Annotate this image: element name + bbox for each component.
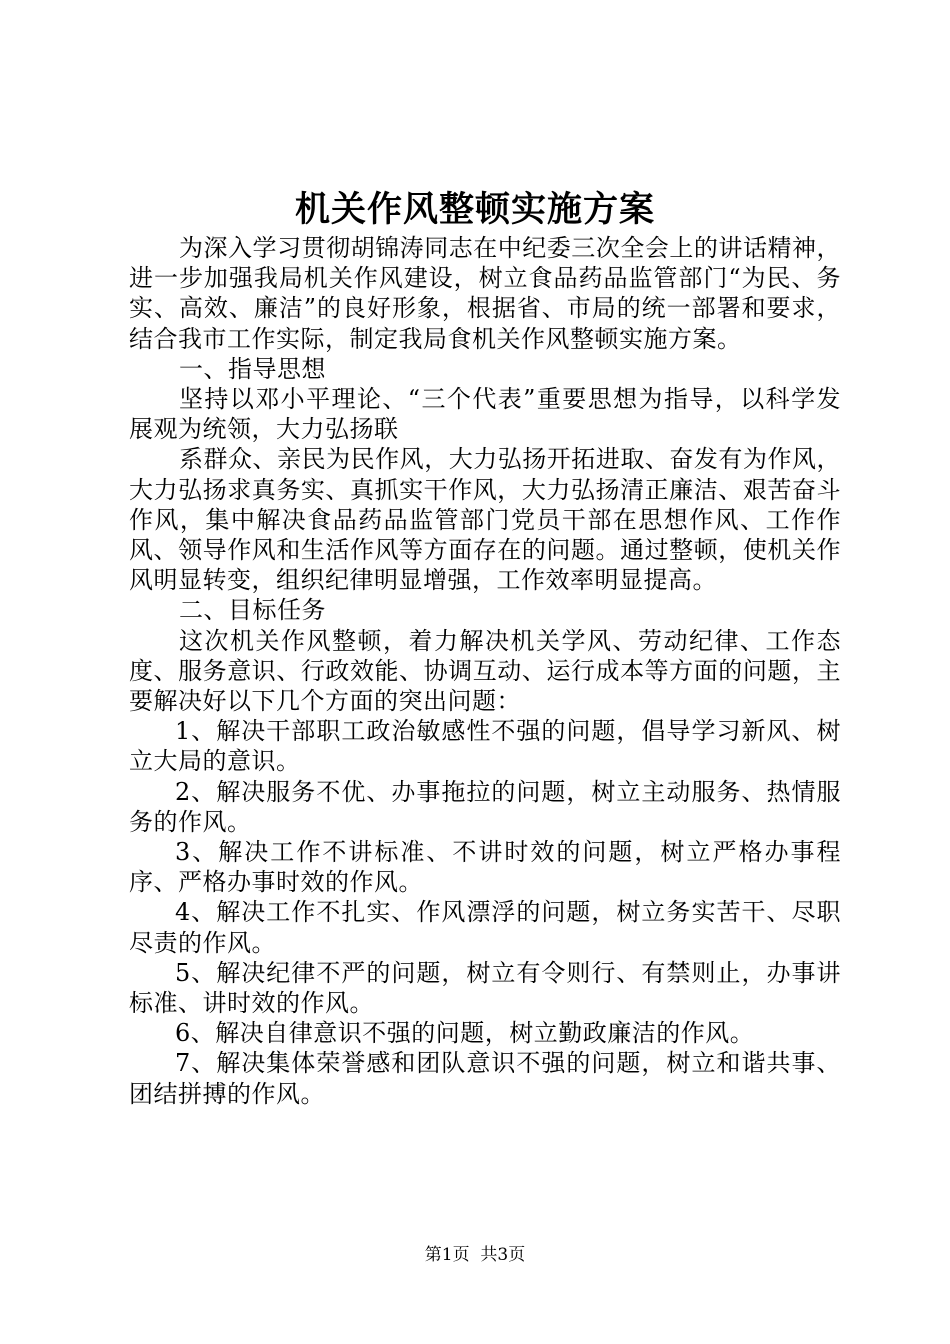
section-heading-goals-tasks: 二、目标任务 (179, 596, 326, 625)
list-item-5: 5、解决纪律不严的问题，树立有令则行、有禁则止，办事讲标准、讲时效的作风。 (129, 958, 841, 1018)
intro-paragraph: 为深入学习贯彻胡锦涛同志在中纪委三次全会上的讲话精神，进一步加强我局机关作风建设，树立食品药品监管部门“为民、务实、高效、廉洁”的良好形象，根据省、市局的统一部署和要求，结合我市工作实际，制定我局食机关作风整顿实施方案。 (129, 234, 841, 353)
paragraph-goals-intro: 这次机关作风整顿，着力解决机关学风、劳动纪律、工作态度、服务意识、行政效能、协调互动、运行成本等方面的问题，主要解决好以下几个方面的突出问题： (129, 626, 841, 716)
page-footer (0, 1243, 950, 1267)
list-item-4: 4、解决工作不扎实、作风漂浮的问题，树立务实苦干、尽职尽责的作风。 (129, 898, 841, 957)
section-heading-guiding-ideology: 一、指导思想 (179, 354, 326, 383)
document-body (129, 233, 841, 1109)
page-number-label: 第1页 共3页 (424, 1245, 526, 1265)
list-item-2: 2、解决服务不优、办事拖拉的问题，树立主动服务、热情服务的作风。 (129, 777, 841, 836)
document-title: 机关作风整顿实施方案 (294, 189, 655, 230)
list-item-1: 1、解决干部职工政治敏感性不强的问题，倡导学习新风、树立大局的意识。 (129, 717, 841, 776)
list-item-6: 6、解决自律意识不强的问题，树立勤政廉洁的作风。 (175, 1019, 755, 1048)
list-item-3: 3、解决工作不讲标准、不讲时效的问题，树立严格办事程序、严格办事时效的作风。 (129, 838, 841, 897)
list-item-7: 7、解决集体荣誉感和团队意识不强的问题，树立和谐共事、团结拼搏的作风。 (129, 1049, 841, 1108)
paragraph-guiding-ideology-1: 坚持以邓小平理论、“三个代表”重要思想为指导，以科学发展观为统领，大力弘扬联 (129, 385, 841, 444)
paragraph-guiding-ideology-2: 系群众、亲民为民作风，大力弘扬开拓进取、奋发有为作风，大力弘扬求真务实、真抓实干作风，大力弘扬清正廉洁、艰苦奋斗作风，集中解决食品药品监管部门党员干部在思想作风、工作作风、领导作风和生活作风等方面存在的问题。通过整顿，使机关作风明显转变，组织纪律明显增强，工作效率明显提高。 (129, 445, 841, 595)
